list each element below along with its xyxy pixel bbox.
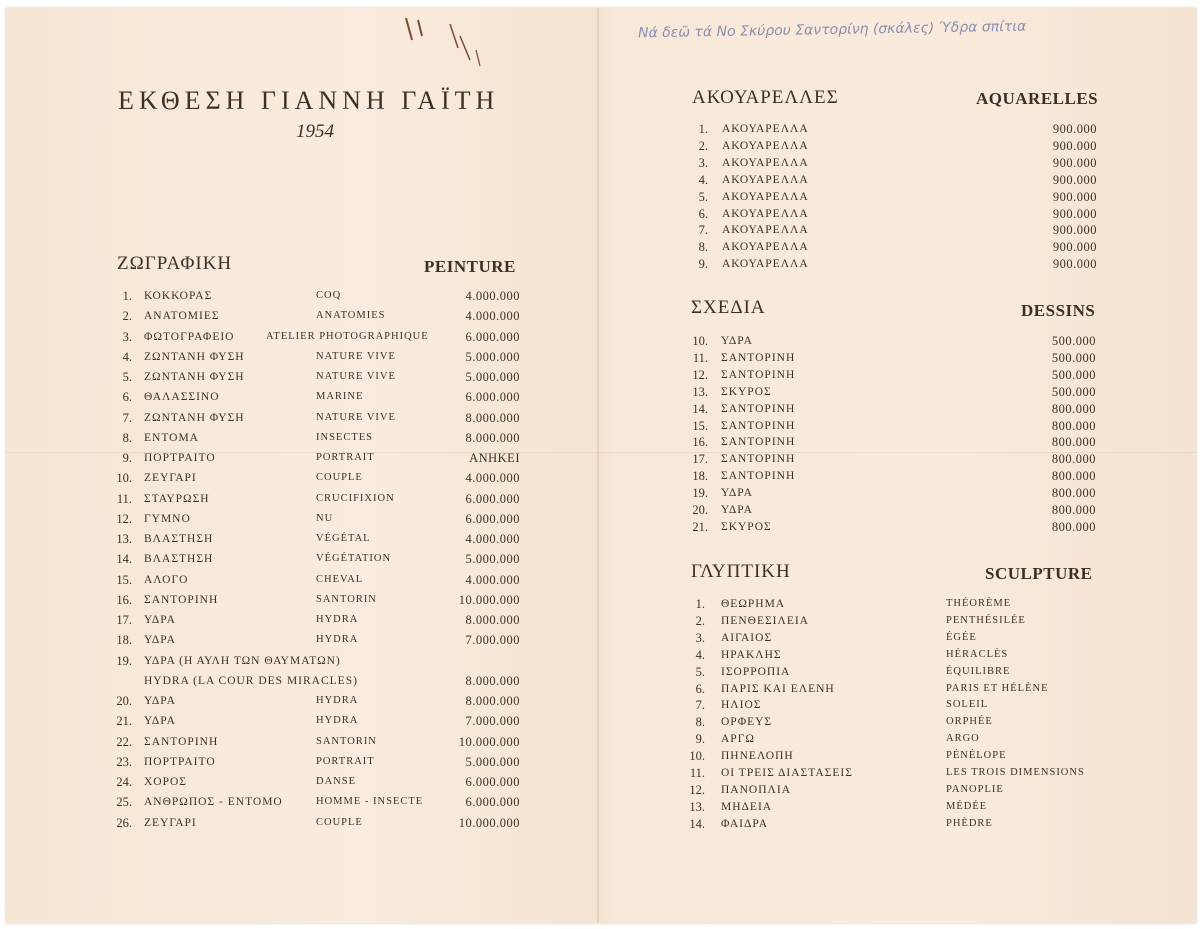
list-item [688,222,1098,238]
item-price: 8.000.000 [465,613,520,627]
list-item [683,519,1098,535]
item-price: 500.000 [1051,384,1096,399]
item-title-fr: SANTORIN [316,735,377,747]
watercolors-title-gr: ΑΚΟΥΑΡΕΛΛΕΣ [692,87,839,108]
painting-title-fr: PEINTURE [424,257,516,276]
item-price: 900.000 [1052,189,1097,204]
item-number: 10. [692,334,708,348]
item-number: 11. [692,350,708,365]
item-title-gr: ΑΚΟΥΑΡΕΛΛΑ [722,139,809,152]
item-title-gr: ΠΗΝΕΛΟΠΗ [721,750,794,763]
item-title-gr: ΥΔΡΑ [721,504,753,516]
list-item [683,714,1098,730]
item-title-gr: ΣΑΝΤΟΡΙΝΗ [144,593,219,606]
item-number: 5. [122,370,132,384]
item-price: 6.000.000 [465,390,520,405]
item-price: 6.000.000 [465,329,520,344]
list-item [688,172,1098,188]
item-title-gr: ΠΑΡΙΣ ΚΑΙ ΕΛΕΝΗ [721,682,835,695]
item-number: 22. [116,734,132,749]
list-item [108,774,528,790]
item-title-gr: ΣΑΝΤΟΡΙΝΗ [721,351,796,364]
list-item [683,782,1098,798]
item-title-gr: ΠΟΡΤΡΑΙΤΟ [144,755,216,768]
list-item [683,697,1098,713]
drawings-title-gr: ΣΧΕΔΙΑ [691,297,766,318]
item-price: 4.000.000 [465,289,520,303]
item-title-fr: COUPLE [316,472,363,484]
item-title-fr: THÉORÈME [946,598,1012,609]
item-title-fr: NATURE VIVE [316,411,396,423]
item-title-gr: ΑΚΟΥΑΡΕΛΛΑ [722,173,809,186]
list-item [688,189,1098,205]
item-title-gr: ΠΟΡΤΡΑΙΤΟ [144,452,216,464]
list-item [683,731,1098,747]
item-price: 900.000 [1052,138,1097,153]
item-title-gr: ΑΚΟΥΑΡΕΛΛΑ [722,224,809,237]
item-title-gr: ΕΝΤΟΜΑ [144,431,199,444]
list-item [108,632,528,648]
item-number: 6. [122,390,132,405]
item-number: 7. [698,223,708,238]
list-item [683,630,1098,646]
item-price: 500.000 [1051,350,1096,365]
item-price: ΑΝΗΚΕΙ [469,451,520,465]
list-item [108,673,528,689]
item-title-gr: ΥΔΡΑ (Η ΑΥΛΗ ΤΩΝ ΘΑΥΜΑΤΩΝ) [144,654,341,667]
item-title-fr: PORTRAIT [316,755,375,767]
item-number: 17. [692,452,708,467]
item-price: 8.000.000 [465,673,520,688]
item-number: 6. [695,681,705,696]
item-price: 900.000 [1052,240,1097,255]
item-title-gr: ΘΑΛΑΣΣΙΝΟ [144,391,220,404]
item-number: 21. [116,714,132,729]
item-price: 800.000 [1051,418,1096,433]
item-number: 5. [695,664,705,679]
item-number: 3. [695,630,705,645]
item-number: 3. [122,329,132,344]
item-number: 18. [692,469,708,484]
item-title-gr: HYDRA (LA COUR DES MIRACLES) [144,674,358,687]
item-price: 900.000 [1052,122,1097,136]
list-item [108,734,528,750]
list-item [683,333,1098,349]
item-title-gr: ΖΩΝΤΑΝΗ ΦΥΣΗ [144,350,245,363]
list-item [683,468,1098,484]
item-title-gr: ΑΚΟΥΑΡΕΛΛΑ [722,123,809,135]
item-number: 9. [698,257,708,272]
item-title-gr: ΒΛΑΣΤΗΣΗ [144,533,214,545]
item-title-fr: HOMME - INSECTE [316,796,424,808]
sculpture-title-gr: ΓΛΥΠΤΙΚΗ [691,561,791,582]
item-title-fr: HYDRA [316,634,359,646]
list-item [683,799,1098,815]
item-title-gr: ΦΩΤΟΓΡΑΦΕΙΟ [144,330,235,343]
list-item [683,681,1098,697]
item-title-gr: ΑΝΘΡΩΠΟΣ - ΕΝΤΟΜΟ [144,796,283,809]
item-price: 500.000 [1051,334,1096,348]
list-item [683,418,1098,434]
item-number: 14. [116,552,132,567]
item-price: 6.000.000 [465,775,520,789]
list-item [108,693,528,709]
list-item [683,350,1098,366]
item-title-gr: ΥΔΡΑ [144,614,176,626]
item-price: 800.000 [1051,435,1096,450]
item-number: 3. [698,155,708,170]
item-title-fr: MARINE [316,391,364,403]
item-number: 20. [692,503,708,517]
list-item [108,430,528,446]
list-item [683,485,1098,501]
item-number: 19. [692,486,708,501]
item-number: 7. [122,410,132,425]
item-title-gr: ΖΕΥΓΑΡΙ [144,816,197,829]
item-title-gr: ΣΑΝΤΟΡΙΝΗ [144,735,219,748]
list-item [108,511,528,527]
list-item [108,572,528,588]
list-item [683,451,1098,467]
item-title-gr: ΑΚΟΥΑΡΕΛΛΑ [722,241,809,254]
list-item [683,613,1098,629]
item-title-gr: ΑΚΟΥΑΡΕΛΛΑ [722,156,809,169]
item-price: 4.000.000 [465,572,520,587]
item-price: 800.000 [1051,452,1096,467]
list-item [108,308,528,324]
list-item [108,653,528,669]
item-title-fr: NATURE VIVE [316,350,396,362]
item-number: 12. [689,782,705,797]
item-title-gr: ΟΡΦΕΥΣ [721,716,773,729]
item-price: 900.000 [1052,257,1097,272]
item-title-fr: SANTORIN [316,593,377,605]
list-item [683,401,1098,417]
item-price: 6.000.000 [465,491,520,506]
list-item [108,551,528,567]
item-price: 10.000.000 [458,592,520,607]
item-title-gr: ΣΑΝΤΟΡΙΝΗ [721,436,796,449]
item-price: 8.000.000 [465,410,520,425]
list-item [688,206,1098,222]
item-title-fr: HYDRA [316,695,359,706]
item-number: 4. [122,349,132,364]
item-number: 12. [692,367,708,382]
list-item [688,121,1098,137]
item-price: 7.000.000 [465,714,520,729]
item-price: 10.000.000 [458,815,520,830]
item-number: 4. [698,172,708,187]
item-title-gr: ΣΤΑΥΡΩΣΗ [144,492,210,505]
item-number: 21. [692,519,708,534]
item-price: 900.000 [1052,206,1097,221]
item-title-fr: ORPHÉE [946,716,993,728]
handwritten-note: Νά δεῶ τά Νο Σκύρου Σαντορίνη (σκάλες) Ύδρα σπίτια [637,18,1027,42]
item-title-fr: ÉGÉE [946,631,977,643]
item-price: 500.000 [1051,367,1096,382]
item-number: 14. [689,816,705,831]
list-item [108,410,528,426]
item-price: 5.000.000 [465,349,520,364]
item-title-gr: ΣΑΝΤΟΡΙΝΗ [721,470,796,483]
item-number: 15. [116,572,132,587]
item-number: 1. [122,289,132,303]
item-number: 2. [122,309,132,324]
list-item [688,155,1098,171]
item-title-gr: ΖΩΝΤΑΝΗ ΦΥΣΗ [144,371,245,383]
item-number: 17. [116,613,132,627]
item-price: 8.000.000 [465,430,520,445]
item-title-fr: PANOPLIE [946,783,1004,795]
item-title-fr: LES TROIS DIMENSIONS [946,767,1085,778]
list-item [108,369,528,385]
list-item [108,592,528,608]
list-item [683,384,1098,400]
item-title-gr: ΟΙ ΤΡΕΙΣ ΔΙΑΣΤΑΣΕΙΣ [721,767,853,779]
item-title-fr: HÉRACLÈS [946,648,1009,660]
list-item [108,329,528,345]
item-title-gr: ΑΛΟΓΟ [144,573,189,586]
list-item [108,794,528,810]
item-title-gr: ΥΔΡΑ [721,487,753,500]
list-item [108,450,528,466]
item-price: 5.000.000 [465,552,520,567]
item-title-fr: PORTRAIT [316,452,375,463]
item-number: 8. [695,715,705,730]
list-item [683,596,1098,612]
list-item [108,389,528,405]
item-price: 4.000.000 [465,532,520,546]
item-title-gr: ΥΔΡΑ [144,634,176,647]
item-title-gr: ΑΚΟΥΑΡΕΛΛΑ [722,190,809,203]
item-title-fr: COUPLE [316,816,363,828]
painting-title-gr: ΖΩΓΡΑΦΙΚΗ [117,253,233,274]
center-fold [597,8,599,923]
item-price: 900.000 [1052,155,1097,170]
item-title-gr: ΓΥΜΝΟ [144,512,191,525]
item-title-fr: ARGO [946,733,980,745]
item-title-fr: CRUCIFIXION [316,492,395,504]
item-title-fr: NU [316,512,334,524]
item-number: 14. [692,401,708,416]
item-price: 800.000 [1051,486,1096,501]
item-title-gr: ΣΑΝΤΟΡΙΝΗ [721,419,796,432]
item-title-gr: ΑΚΟΥΑΡΕΛΛΑ [722,258,809,271]
item-title-gr: ΑΝΑΤΟΜΙΕΣ [144,310,220,323]
item-number: 12. [116,511,132,526]
item-title-fr: HYDRA [316,715,359,727]
item-number: 13. [692,384,708,399]
item-number: 20. [116,694,132,708]
list-item [688,256,1098,272]
watercolors-title-fr: AQUARELLES [976,89,1099,108]
item-title-fr: PENTHÉSILÉE [946,614,1026,626]
item-price: 900.000 [1052,172,1097,187]
item-price: 10.000.000 [458,734,520,749]
item-title-fr: PARIS ET HÉLÈNE [946,682,1049,694]
item-title-gr: ΑΚΟΥΑΡΕΛΛΑ [722,207,809,220]
item-title-fr: PÉNÉLOPE [946,750,1007,762]
item-number: 1. [695,597,705,611]
item-number: 24. [116,775,132,789]
item-number: 25. [116,795,132,810]
item-title-fr: COQ [316,290,342,301]
item-title-gr: ΣΚΥΡΟΣ [721,520,772,533]
item-number: 4. [695,647,705,662]
item-price: 900.000 [1052,223,1097,238]
item-number: 9. [122,451,132,465]
item-title-fr: CHEVAL [316,573,364,585]
list-item [108,612,528,628]
list-item [683,664,1098,680]
item-title-fr: SOLEIL [946,699,989,711]
item-title-gr: ΠΑΝΟΠΛΙΑ [721,783,791,796]
item-number: 16. [692,435,708,450]
item-number: 1. [698,122,708,136]
item-price: 6.000.000 [465,511,520,526]
item-number: 5. [698,189,708,204]
item-title-gr: ΗΡΑΚΛΗΣ [721,648,782,661]
list-item [108,491,528,507]
list-item [108,754,528,770]
item-number: 2. [695,613,705,628]
list-item [108,531,528,547]
list-item [688,239,1098,255]
item-title-gr: ΥΔΡΑ [144,695,176,707]
item-title-fr: DANSE [316,776,357,787]
item-number: 11. [116,491,132,506]
list-item [683,816,1098,832]
item-number: 10. [689,749,705,764]
item-title-fr: INSECTES [316,431,374,443]
item-number: 6. [698,206,708,221]
item-title-fr: HYDRA [316,614,359,625]
item-price: 7.000.000 [465,633,520,648]
item-number: 10. [116,471,132,486]
item-price: 5.000.000 [465,754,520,769]
drawings-title-fr: DESSINS [1021,301,1096,320]
item-number: 19. [116,653,132,668]
item-number: 9. [695,732,705,747]
list-item [683,367,1098,383]
item-title-gr: ΗΛΙΟΣ [721,699,762,712]
item-title-gr: ΜΗΔΕΙΑ [721,800,773,813]
list-item [683,502,1098,518]
item-number: 8. [122,430,132,445]
item-title-gr: ΖΩΝΤΑΝΗ ΦΥΣΗ [144,411,245,424]
list-item [108,815,528,831]
item-price: 800.000 [1051,469,1096,484]
list-item [683,765,1098,781]
item-title-fr: ÉQUILIBRE [946,665,1011,677]
item-price: 8.000.000 [465,694,520,708]
item-title-fr: PHÈDRE [946,817,993,829]
item-price: 800.000 [1051,401,1096,416]
item-title-gr: ΙΣΟΡΡΟΠΙΑ [721,665,791,678]
item-title-gr: ΣΑΝΤΟΡΙΝΗ [721,453,796,466]
item-title-gr: ΠΕΝΘΕΣΙΛΕΙΑ [721,614,809,627]
item-price: 5.000.000 [465,370,520,384]
item-number: 23. [116,754,132,769]
item-title-gr: ΣΚΥΡΟΣ [721,385,772,398]
item-number: 7. [695,698,705,713]
list-item [108,288,528,304]
item-title-gr: ΣΑΝΤΟΡΙΝΗ [721,368,796,381]
exhibition-title: ΕΚΘΕΣΗ ΓΙΑΝΝΗ ΓΑΪΤΗ [118,86,500,115]
list-item [683,647,1098,663]
sculpture-title-fr: SCULPTURE [985,564,1093,583]
item-title-gr: ΑΡΓΩ [721,733,755,746]
item-price: 6.000.000 [465,795,520,810]
item-title-gr: ΒΛΑΣΤΗΣΗ [144,553,214,566]
list-item [108,713,528,729]
item-title-gr: ΧΟΡΟΣ [144,776,188,788]
item-number: 13. [116,532,132,546]
item-price: 800.000 [1051,519,1096,534]
item-number: 15. [692,418,708,433]
item-title-fr: ANATOMIES [316,310,386,322]
item-price: 4.000.000 [465,309,520,324]
item-title-gr: ΥΔΡΑ [721,335,753,347]
list-item [108,349,528,365]
item-title-gr: ΣΑΝΤΟΡΙΝΗ [721,402,796,415]
item-number: 18. [116,633,132,648]
item-title-gr: ΑΙΓΑΙΟΣ [721,631,773,644]
list-item [108,470,528,486]
item-price: 4.000.000 [465,471,520,486]
item-title-fr: MÉDÉE [946,800,988,812]
item-title-fr: ATELIER PHOTOGRAPHIQUE [266,330,429,342]
item-number: 8. [698,240,708,255]
item-title-fr: VÉGÉTATION [316,553,392,565]
item-number: 16. [116,592,132,607]
item-title-gr: ΦΑΙΔΡΑ [721,817,769,830]
item-number: 2. [698,138,708,153]
item-title-gr: ΚΟΚΚΟΡΑΣ [144,290,213,302]
item-title-gr: ΥΔΡΑ [144,715,176,728]
item-number: 11. [689,766,705,780]
ink-marks [400,10,490,80]
item-title-gr: ΘΕΩΡΗΜΑ [721,598,786,610]
item-title-fr: VÉGÉTAL [316,533,371,544]
item-title-gr: ΖΕΥΓΑΡΙ [144,472,197,485]
list-item [683,434,1098,450]
item-price: 800.000 [1051,503,1096,517]
exhibition-year: 1954 [296,121,334,142]
list-item [683,748,1098,764]
item-number: 13. [689,799,705,814]
item-title-fr: NATURE VIVE [316,371,396,382]
item-number: 26. [116,815,132,830]
list-item [688,138,1098,154]
